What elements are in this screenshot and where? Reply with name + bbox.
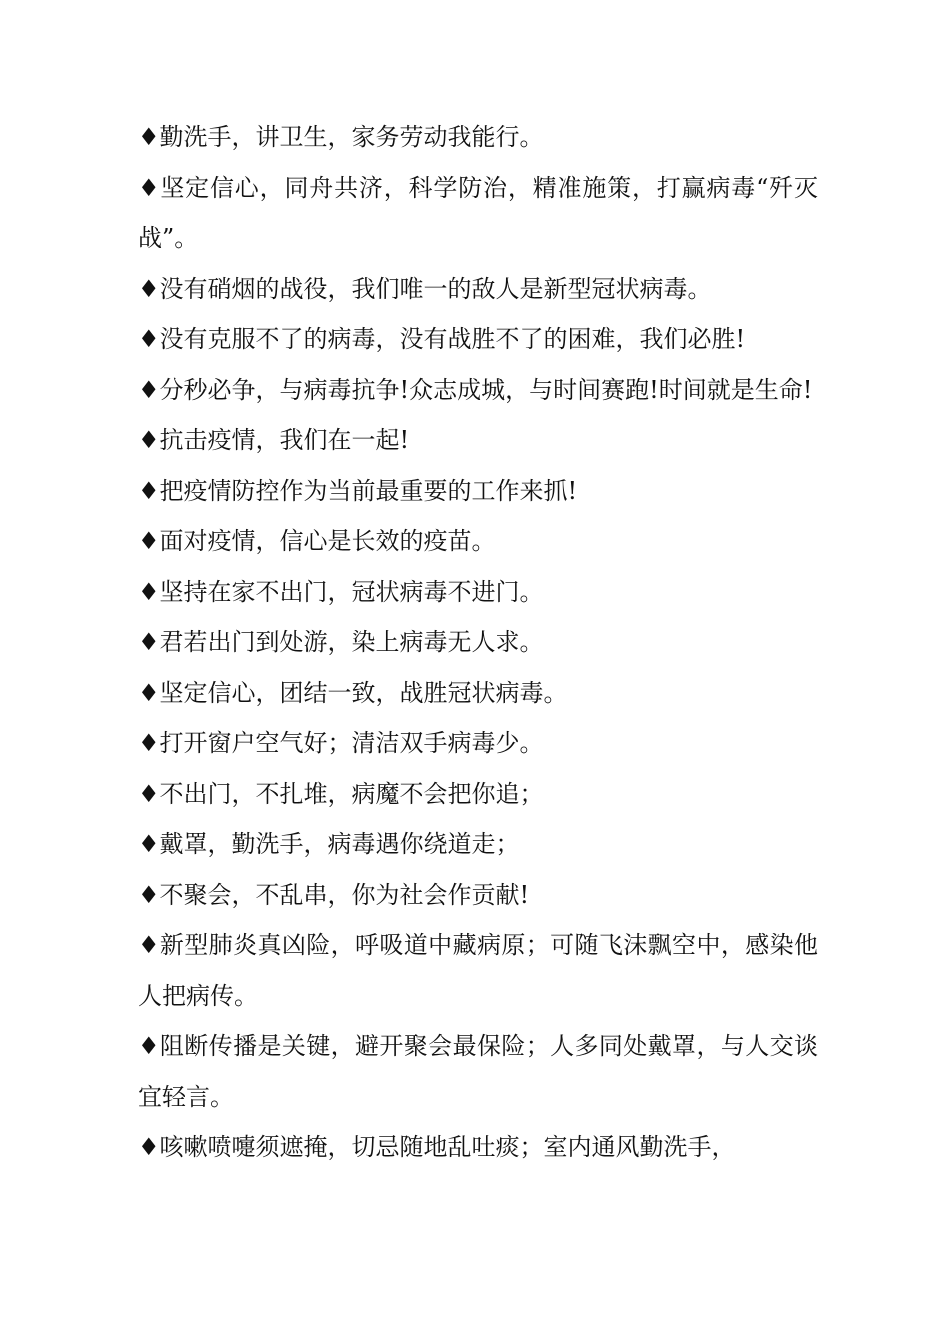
- paragraph-16: ♦新型肺炎真凶险，呼吸道中藏病原；可随飞沫飘空中，感染他人把病传。: [138, 931, 818, 1010]
- paragraph-11: ♦坚定信心，团结一致，战胜冠状病毒。: [138, 678, 568, 707]
- paragraph-9: ♦坚持在家不出门，冠状病毒不进门。: [138, 577, 544, 606]
- paragraph-12: ♦打开窗户空气好；清洁双手病毒少。: [138, 729, 544, 757]
- paragraph-1: ♦勤洗手，讲卫生，家务劳动我能行。: [138, 123, 544, 151]
- paragraph-17: ♦阻断传播是关键，避开聚会最保险；人多同处戴罩，与人交谈宜轻言。: [138, 1032, 818, 1111]
- paragraph-14: ♦戴罩，勤洗手，病毒遇你绕道走；: [138, 830, 520, 858]
- paragraph-4: ♦没有克服不了的病毒，没有战胜不了的困难，我们必胜!: [138, 325, 746, 353]
- paragraph-15: ♦不聚会，不乱串，你为社会作贡献!: [138, 880, 530, 909]
- paragraph-5: ♦分秒必争，与病毒抗争!众志成城，与时间赛跑!时间就是生命!: [138, 375, 813, 404]
- paragraph-3: ♦没有硝烟的战役，我们唯一的敌人是新型冠状病毒。: [138, 274, 712, 303]
- paragraph-2: ♦坚定信心，同舟共济，科学防治，精准施策，打赢病毒“歼灭战”。: [138, 173, 818, 252]
- paragraph-13: ♦不出门，不扎堆，病魔不会把你追；: [138, 779, 544, 808]
- paragraph-10: ♦君若出门到处游，染上病毒无人求。: [138, 628, 544, 656]
- document-body: [138, 112, 818, 1173]
- paragraph-6: ♦抗击疫情，我们在一起!: [138, 426, 410, 454]
- paragraph-7: ♦把疫情防控作为当前最重要的工作来抓!: [138, 476, 578, 505]
- paragraph-18: ♦咳嗽喷嚏须遮掩，切忌随地乱吐痰；室内通风勤洗手，: [138, 1133, 736, 1161]
- paragraph-8: ♦面对疫情，信心是长效的疫苗。: [138, 527, 496, 555]
